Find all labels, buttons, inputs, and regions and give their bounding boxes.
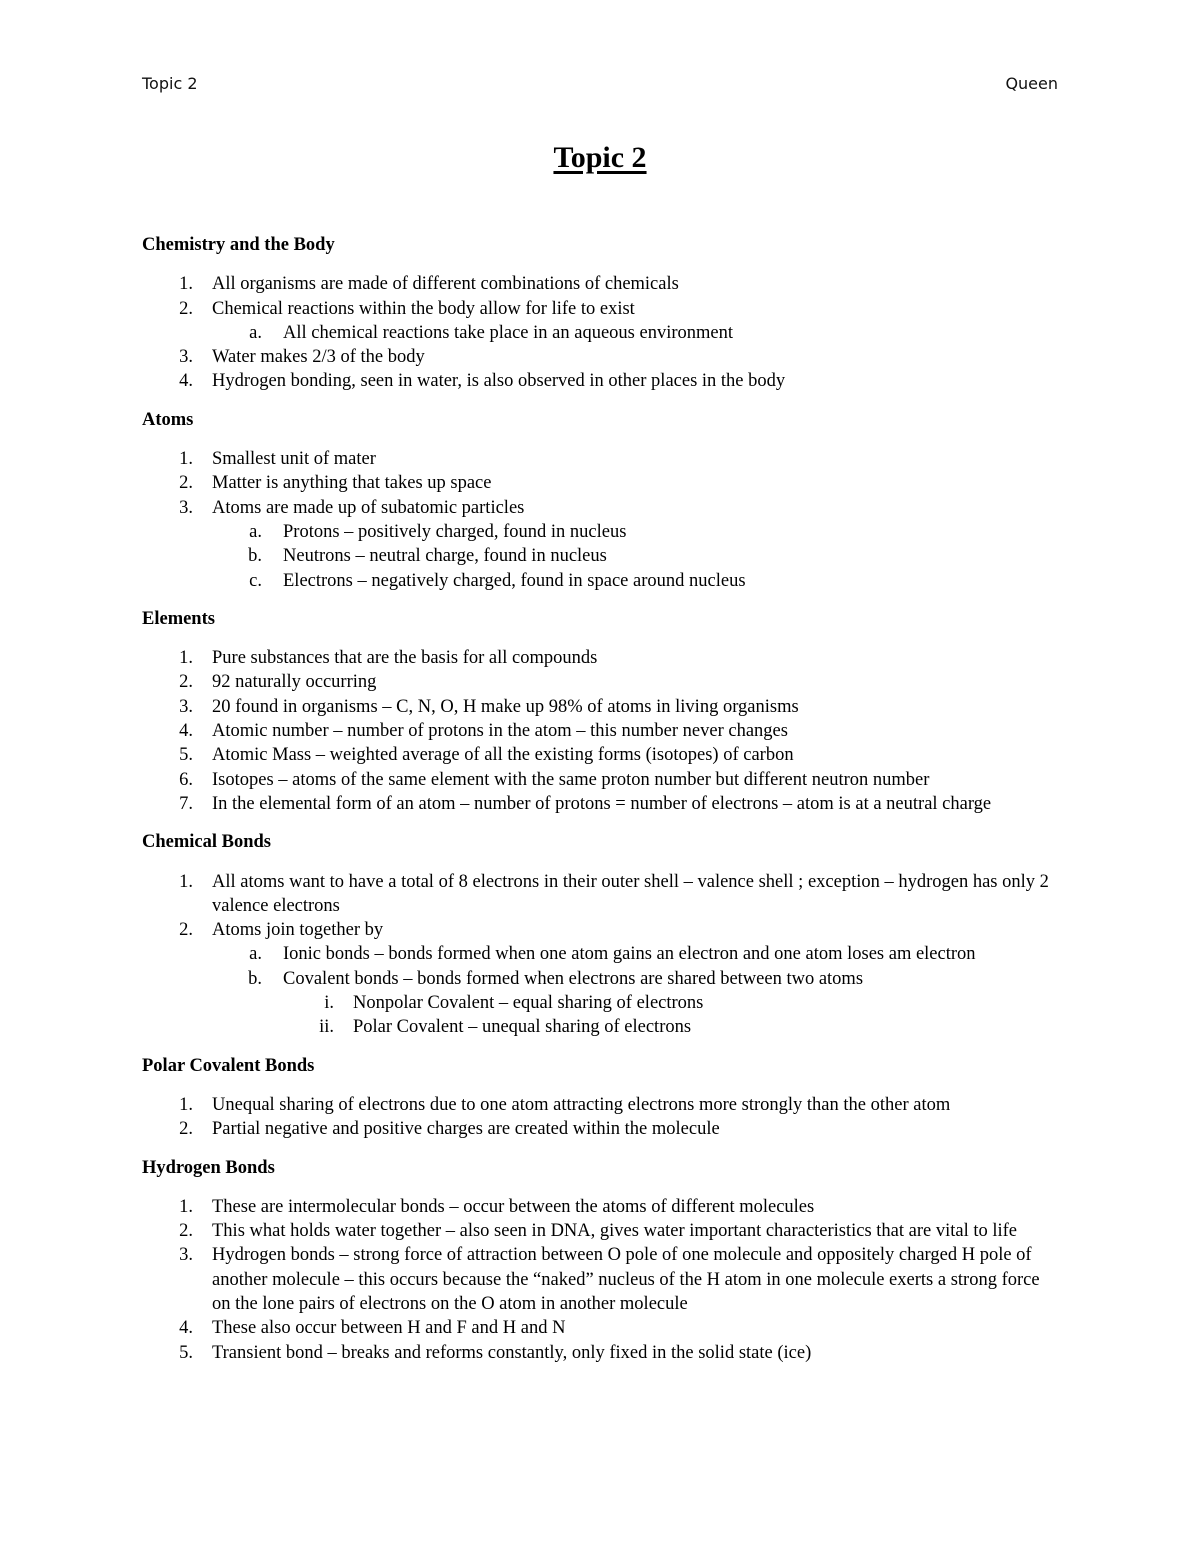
list-item (142, 967, 1058, 991)
section-heading: Chemistry and the Body (142, 235, 335, 255)
list-marker: 2. (179, 298, 193, 319)
running-header-left: Topic 2 (142, 74, 198, 93)
list-item-text: Smallest unit of mater (212, 449, 376, 470)
section (142, 607, 1058, 816)
list-item (142, 1015, 1058, 1039)
document-body (142, 233, 1058, 1379)
list-item-text: Matter is anything that takes up space (212, 473, 492, 494)
list-item (142, 471, 1058, 495)
list-marker: c. (249, 570, 262, 591)
list-item (142, 695, 1058, 719)
list-marker: 4. (179, 1318, 193, 1339)
list-item-text: Ionic bonds – bonds formed when one atom gains an electron and one atom loses am electron (283, 944, 976, 965)
list-item-text: These also occur between H and F and H and N (212, 1318, 566, 1339)
list-item-text: Pure substances that are the basis for all compounds (212, 648, 598, 669)
list-item (142, 447, 1058, 471)
list-item-text: Partial negative and positive charges are created within the molecule (212, 1119, 720, 1140)
section (142, 1156, 1058, 1365)
list-item (142, 792, 1058, 816)
list-item-text: These are intermolecular bonds – occur between the atoms of different molecules (212, 1196, 815, 1217)
section (142, 830, 1058, 1039)
list-item-text: 20 found in organisms – C, N, O, H make up 98% of atoms in living organisms (212, 696, 799, 717)
list-item-text: Hydrogen bonds – strong force of attraction between O pole of one molecule and oppositely charged H pole of another molecule – this occurs because the “naked” nucleus of the H atom in one molecule exerts a strong force on the lone pairs of electrons on the O atom in another molecule (212, 1245, 1040, 1314)
section-heading: Atoms (142, 409, 194, 430)
list-item-text: Neutrons – neutral charge, found in nucleus (283, 546, 607, 567)
list-marker: 1. (179, 1094, 193, 1115)
list-marker: 3. (179, 696, 193, 717)
list-marker: 4. (179, 371, 193, 392)
list-item (142, 544, 1058, 568)
list-marker: 4. (179, 721, 193, 742)
list-item (142, 369, 1058, 393)
section-heading: Chemical Bonds (142, 832, 272, 853)
section-heading: Polar Covalent Bonds (142, 1055, 315, 1076)
list-marker: 1. (179, 871, 193, 892)
list-item-text: Atomic Mass – weighted average of all the existing forms (isotopes) of carbon (212, 745, 794, 766)
list-item-text: Transient bond – breaks and reforms constantly, only fixed in the solid state (ice) (212, 1342, 812, 1363)
list-marker: 2. (179, 1119, 193, 1140)
list-marker: 1. (179, 274, 193, 295)
list-marker: 2. (179, 1221, 193, 1242)
list-marker: 3. (179, 497, 193, 518)
list-marker: ii. (319, 1017, 334, 1038)
list-item-text: All chemical reactions take place in an aqueous environment (283, 322, 733, 343)
list-item-text: Atoms join together by (212, 920, 384, 941)
list-item-text: Polar Covalent – unequal sharing of electrons (353, 1017, 692, 1038)
list-item-text: Atomic number – number of protons in the atom – this number never changes (212, 721, 788, 742)
list-marker: 2. (179, 473, 193, 494)
list-item (142, 942, 1058, 966)
list-item (142, 719, 1058, 743)
section (142, 408, 1058, 593)
list-marker: 6. (179, 769, 193, 790)
list-marker: a. (249, 322, 262, 343)
list-item-text: Water makes 2/3 of the body (212, 347, 425, 368)
list-item (142, 569, 1058, 593)
section (142, 233, 1058, 394)
list-item (142, 670, 1058, 694)
list-item (142, 646, 1058, 670)
list-item (142, 1219, 1058, 1243)
list-item (142, 1195, 1058, 1219)
list-item (142, 991, 1058, 1015)
list-marker: 3. (179, 1245, 193, 1266)
list-marker: 1. (179, 449, 193, 470)
list-item-text: This what holds water together – also seen in DNA, gives water important characteristics that are vital to life (212, 1221, 1018, 1242)
list-item (142, 870, 1058, 919)
list-item (142, 768, 1058, 792)
list-item (142, 496, 1058, 520)
list-marker: 2. (179, 672, 193, 693)
list-marker: 2. (179, 920, 193, 941)
list-item-text: Chemical reactions within the body allow for life to exist (212, 298, 635, 319)
list-item-text: Nonpolar Covalent – equal sharing of electrons (353, 993, 704, 1014)
list-item-text: All organisms are made of different combinations of chemicals (212, 274, 679, 295)
list-item-text: Hydrogen bonding, seen in water, is also observed in other places in the body (212, 371, 786, 392)
list-item-text: 92 naturally occurring (212, 672, 377, 693)
list-item (142, 297, 1058, 321)
list-marker: b. (248, 546, 262, 567)
list-marker: a. (249, 521, 262, 542)
list-item (142, 1316, 1058, 1340)
page-title: Topic 2 (553, 141, 647, 174)
list-item-text: Unequal sharing of electrons due to one atom attracting electrons more strongly than the other atom (212, 1094, 951, 1115)
list-marker: i. (324, 993, 334, 1014)
list-marker: 1. (179, 648, 193, 669)
list-item (142, 1243, 1058, 1316)
list-item (142, 321, 1058, 345)
list-item (142, 918, 1058, 942)
list-item-text: Atoms are made up of subatomic particles (212, 497, 525, 518)
section-heading: Elements (142, 608, 215, 629)
list-item (142, 520, 1058, 544)
list-marker: 5. (179, 745, 193, 766)
list-marker: b. (248, 968, 262, 989)
running-header-right: Queen (1005, 74, 1058, 93)
section-heading: Hydrogen Bonds (142, 1157, 275, 1178)
list-item-text: All atoms want to have a total of 8 electrons in their outer shell – valence shell ; exception – hydrogen has only 2 valence electrons (212, 871, 1049, 916)
list-item-text: In the elemental form of an atom – number of protons = number of electrons – atom is at a neutral charge (212, 793, 992, 814)
list-marker: a. (249, 944, 262, 965)
list-item-text: Covalent bonds – bonds formed when electrons are shared between two atoms (283, 968, 864, 989)
list-item (142, 1341, 1058, 1365)
list-marker: 7. (179, 793, 193, 814)
list-item (142, 1117, 1058, 1141)
list-item-text: Isotopes – atoms of the same element with the same proton number but different neutron number (212, 769, 930, 790)
list-item (142, 272, 1058, 296)
list-marker: 3. (179, 347, 193, 368)
list-marker: 1. (179, 1196, 193, 1217)
list-item (142, 743, 1058, 767)
list-marker: 5. (179, 1342, 193, 1363)
list-item (142, 1093, 1058, 1117)
list-item (142, 345, 1058, 369)
list-item-text: Protons – positively charged, found in nucleus (283, 521, 627, 542)
list-item-text: Electrons – negatively charged, found in space around nucleus (283, 570, 746, 591)
section (142, 1054, 1058, 1142)
